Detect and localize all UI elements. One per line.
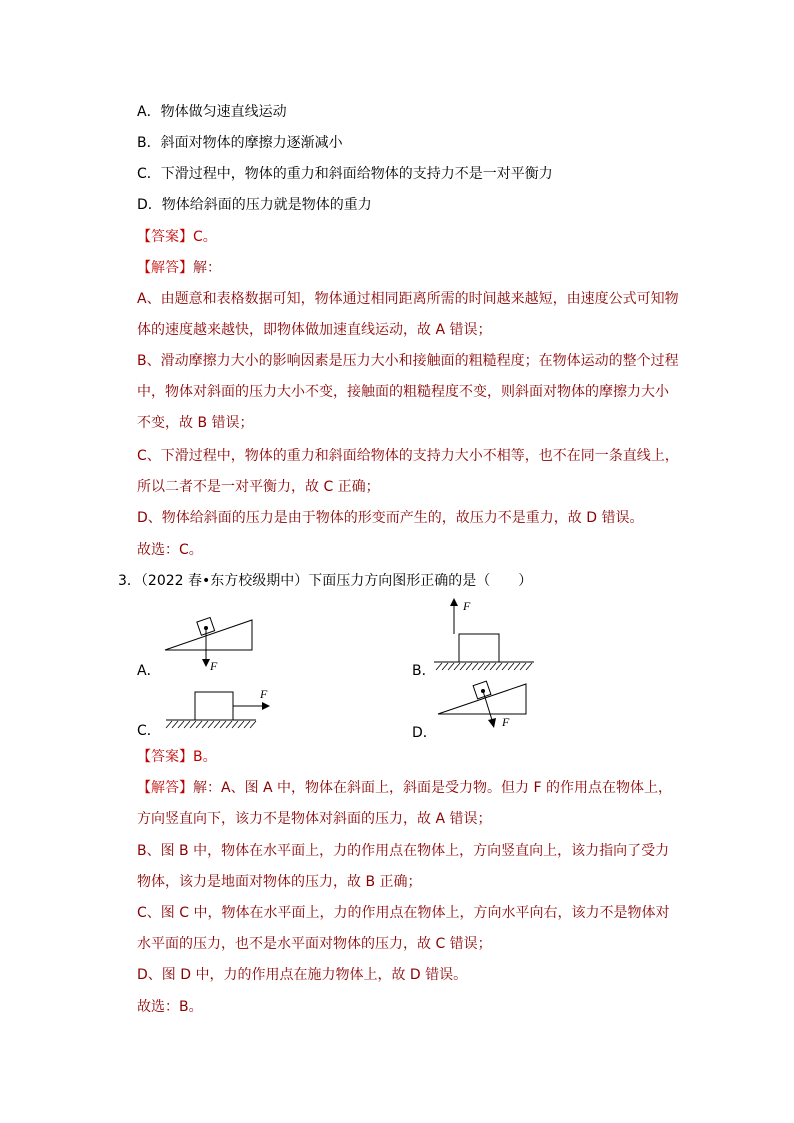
answer-value: B。 <box>193 749 217 765</box>
solution-line: C、下滑过程中，物体的重力和斜面给物体的支持力大小不相等，也不在同一条直线上， <box>137 448 679 464</box>
solution-intro: 解： <box>193 260 221 276</box>
option-a: A．物体做匀速直线运动 <box>137 104 287 120</box>
figure-b-diagram <box>430 592 540 674</box>
fig-label-b: B． <box>412 663 436 679</box>
force-label: F <box>502 715 510 729</box>
option-b: B．斜面对物体的摩擦力逐渐减小 <box>137 135 343 151</box>
solution-line: 水平面的压力，也不是水平面对物体的压力，故 C 错误； <box>137 936 492 952</box>
solution-line: B、图 B 中，物体在水平面上，力的作用点在物体上，方向竖直向上，该力指向了受力 <box>137 843 670 859</box>
solution-line: 物体，该力是地面对物体的压力，故 B 正确； <box>137 874 422 890</box>
solution-line: D、物体给斜面的压力是由于物体的形变而产生的，故压力不是重力，故 D 错误。 <box>137 510 644 526</box>
solution-tag: 【解答】 <box>137 260 193 276</box>
question-stem: 3．（2022 春•东方校级期中）下面压力方向图形正确的是（ ） <box>118 573 533 589</box>
force-label: F <box>210 659 218 673</box>
force-label: F <box>260 687 268 701</box>
answer-value: C。 <box>193 229 217 245</box>
fig-label-c: C． <box>137 723 161 739</box>
fig-label-d: D． <box>412 725 437 741</box>
figure-c-diagram <box>160 682 280 732</box>
solution-line: A、由题意和表格数据可知，物体通过相同距离所需的时间越来越短，由速度公式可知物 <box>137 291 679 307</box>
choice-line: 故选：B。 <box>137 999 203 1015</box>
figure-c <box>160 682 280 732</box>
answer-tag: 【答案】 <box>137 749 193 765</box>
solution-line: 不变，故 B 错误； <box>137 415 254 431</box>
solution-first-line <box>137 778 672 798</box>
figure-a <box>160 590 260 674</box>
figure-d <box>436 676 536 736</box>
answer-line <box>137 227 217 247</box>
answer-tag: 【答案】 <box>137 229 193 245</box>
solution-line: 中，物体对斜面的压力大小不变，接触面的粗糙程度不变，则斜面对物体的摩擦力大小 <box>137 384 669 400</box>
option-d: D．物体给斜面的压力就是物体的重力 <box>137 197 372 213</box>
solution-line: D、图 D 中，力的作用点在施力物体上，故 D 错误。 <box>137 967 468 983</box>
solution-line: 所以二者不是一对平衡力，故 C 正确； <box>137 479 380 495</box>
figure-d-diagram <box>436 676 536 736</box>
option-c: C．下滑过程中，物体的重力和斜面给物体的支持力不是一对平衡力 <box>137 166 553 182</box>
solution-line: C、图 C 中，物体在水平面上，力的作用点在物体上，方向水平向右，该力不是物体对 <box>137 905 670 921</box>
fig-label-a: A． <box>137 663 161 679</box>
answer-line <box>137 747 217 767</box>
solution-line: 体的速度越来越快，即物体做加速直线运动，故 A 错误； <box>137 322 492 338</box>
solution-tag: 【解答】 <box>137 780 193 796</box>
force-label: F <box>463 599 471 613</box>
figure-a-diagram <box>160 590 260 674</box>
figure-b <box>430 592 540 674</box>
solution-line: B、滑动摩擦力大小的影响因素是压力大小和接触面的粗糙程度；在物体运动的整个过程 <box>137 353 679 369</box>
choice-line: 故选：C。 <box>137 542 203 558</box>
solution-line: 方向竖直向下，该力不是物体对斜面的压力，故 A 错误； <box>137 811 492 827</box>
solution-text: 解：A、图 A 中，物体在斜面上，斜面是受力物。但力 F 的作用点在物体上， <box>193 780 673 796</box>
solution-heading <box>137 258 221 278</box>
